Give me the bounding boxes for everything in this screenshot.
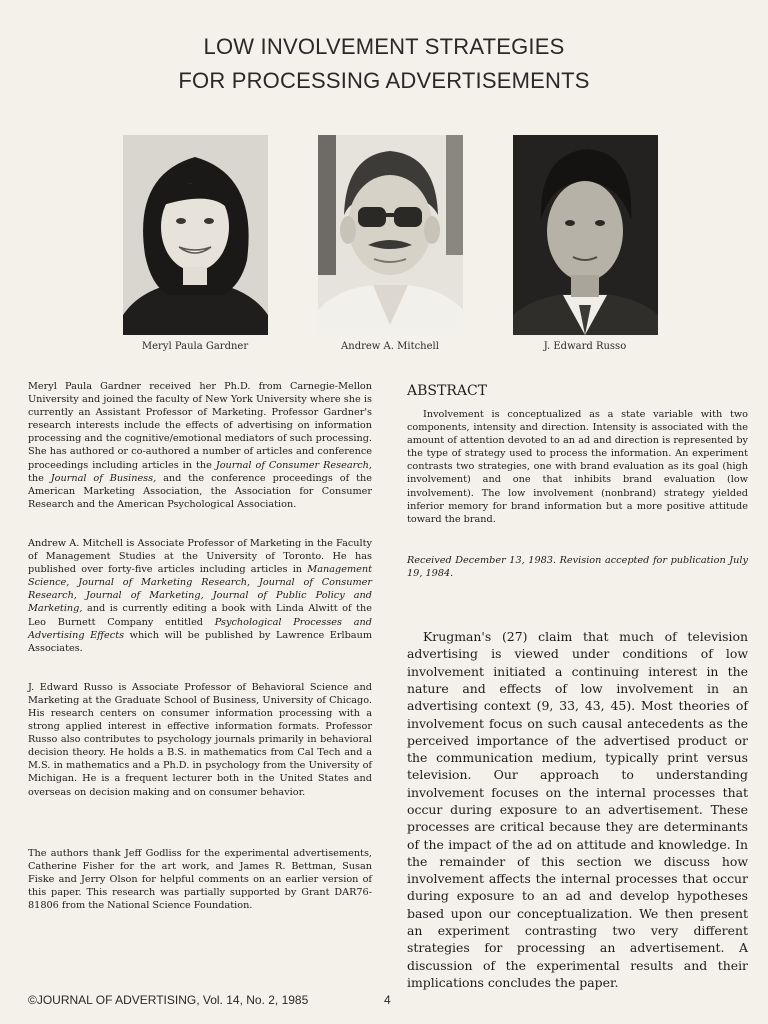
- portrait-gardner: [123, 135, 268, 335]
- bio-russo: J. Edward Russo is Associate Professor of Behavioral Science and Marketing at the Graduate School of Business, University of Chicago. His research centers on consumer information processing with a strong applied interest in effective information formats. Professor Russo also contributes to psychology journals primarily in behavioral decision theory. He holds a B.S. in mathematics from Cal Tech and a M.S. in mathematics and a Ph.D. in psychology from the University of Michigan. He is a frequent lecturer both in the United States and overseas on decision making and on consumer behavior.: [28, 681, 372, 798]
- abstract-text: Involvement is conceptualized as a state variable with two components, intensity and direction. Intensity is associated with the amount of attention devoted to an ad and direction is represented by the type of strategy used to process the information. An experiment contrasts two strategies, one with brand evaluation as its goal (high involvement) and one that inhibits brand evaluation (low involvement). The low involvement (nonbrand) strategy yielded inferior memory for brand information but a more positive attitude toward the brand.: [407, 409, 748, 525]
- left-column: [28, 380, 372, 912]
- caption-gardner: Meryl Paula Gardner: [141, 341, 249, 352]
- bio-text: and the conference proceedings of the American Marketing Association, the Association for Consumer Research and the American Psychological Association.: [28, 472, 372, 510]
- bio-text: and is currently editing a book with Linda Alwitt of the Leo Burnett Company entitled: [28, 603, 372, 628]
- author-photo-gardner: [123, 135, 268, 335]
- bio-text: the: [28, 472, 51, 484]
- author-photo-mitchell: [318, 135, 463, 335]
- article-title: [0, 30, 768, 98]
- bio-text: Andrew A. Mitchell is Associate Professor of Marketing in the Faculty of Management Studies at the University of Toronto. He has published over forty-five articles including articles in: [28, 537, 372, 576]
- abstract-heading: ABSTRACT: [407, 383, 488, 399]
- title-line-2: FOR PROCESSING ADVERTISEMENTS: [178, 68, 590, 93]
- bio-italic: Journal of Consumer Research,: [215, 459, 372, 471]
- portrait-mitchell: [318, 135, 463, 335]
- bio-text: which will be published by Lawrence Erlbaum Associates.: [28, 629, 373, 654]
- title-line-1: LOW INVOLVEMENT STRATEGIES: [203, 34, 565, 59]
- right-column: [407, 382, 748, 991]
- caption-mitchell: Andrew A. Mitchell: [341, 341, 439, 352]
- body-paragraph: Krugman's (27) claim that much of television advertising is viewed under conditions of low involvement initiated a continuing interest in the nature and effects of low involvement in an advertising context (9, 33, 43, 45). Most theories of involvement focus on such causal antecedents as the perceived importance of the advertised product or the communication medium, typically print versus television. Our approach to understanding involvement focuses on the internal processes that occur during exposure to an advertisement. These processes are critical because they are determinants of the impact of the ad on attitude and knowledge. In the remainder of this section we discuss how involvement affects the internal processes that occur during exposure to an ad and develop hypotheses based upon our conceptualization. We then present an experiment contrasting two very different strategies for processing an advertisement. A discussion of the experimental results and their implications concludes the paper.: [407, 629, 748, 990]
- bio-mitchell: [28, 537, 372, 655]
- acknowledgments: The authors thank Jeff Godliss for the experimental advertisements, Catherine Fisher for the art work, and James R. Bettman, Susan Fiske and Jerry Olson for helpful comments on an earlier version of this paper. This research was partially supported by Grant DAR76-81806 from the National Science Foundation.: [28, 847, 372, 911]
- bio-gardner: [28, 380, 372, 511]
- bio-italic: Psychological Processes and Advertising Effects: [28, 616, 372, 641]
- received-note: Received December 13, 1983. Revision accepted for publication July 19, 1984.: [407, 554, 748, 579]
- journal-footer: ©JOURNAL OF ADVERTISING, Vol. 14, No. 2, 1985: [28, 993, 309, 1007]
- bio-italic: Journal of Business,: [50, 472, 157, 484]
- caption-russo: J. Edward Russo: [543, 341, 627, 352]
- bio-text: Meryl Paula Gardner received her Ph.D. from Carnegie-Mellon University and joined the faculty of New York University where she is currently an Assistant Professor of Marketing. Professor Gardner's research interests include the effects of advertising on information processing and the cognitive/emotional mediators of such processing. She has authored or co-authored a number of articles and conference proceedings including articles in the: [28, 381, 372, 471]
- page-number: 4: [384, 993, 391, 1007]
- author-photo-russo: [513, 135, 658, 335]
- portrait-russo: [513, 135, 658, 335]
- bio-italic: Management Science, Journal of Marketing Research, Journal of Consumer Research, Journal of Marketing, Journal of Public Policy and Marketing,: [28, 564, 372, 615]
